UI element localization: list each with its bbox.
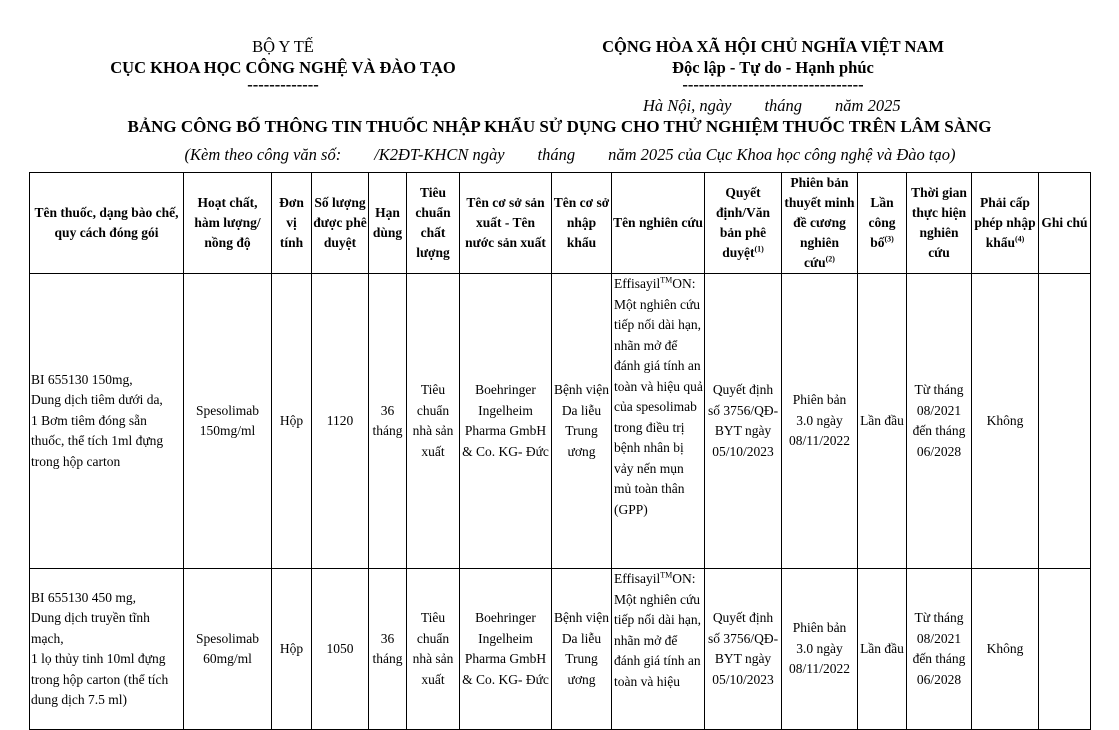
cell-note (1039, 569, 1091, 730)
cell-note (1039, 274, 1091, 569)
page-title: BẢNG CÔNG BỐ THÔNG TIN THUỐC NHẬP KHẨU SỬ DỤNG CHO THỬ NGHIỆM THUỐC TRÊN LÂM SÀNG (127, 117, 992, 136)
table-row (30, 274, 1091, 569)
cell-protocol-version: Phiên bản 3.0 ngày 08/11/2022 (782, 274, 858, 569)
col-importer: Tên cơ sở nhập khẩu (552, 173, 612, 274)
col-protocol-version: Phiên bản thuyết minh đề cương nghiên cứu$^{(2)}$ (782, 173, 858, 274)
page-subtitle: (Kèm theo công văn số: /K2ĐT-KHCN ngày tháng năm 2025 của Cục Khoa học công nghệ và Đào tạo) (184, 145, 956, 164)
cell-active-ingredient: Spesolimab 60mg/ml (184, 569, 272, 730)
cell-active-ingredient: Spesolimab 150mg/ml (184, 274, 272, 569)
col-study-duration: Thời gian thực hiện nghiên cứu (907, 173, 972, 274)
cell-announcement: Lần đầu (858, 569, 907, 730)
place-date: Hà Nội, ngày tháng năm 2025 (643, 96, 901, 115)
issuer-block (80, 36, 486, 92)
cell-quantity: 1050 (312, 569, 369, 730)
cell-quantity: 1120 (312, 274, 369, 569)
cell-drug-name: BI 655130 150mg, Dung dịch tiêm dưới da, 1 Bơm tiêm đóng sẵn thuốc, thể tích 1ml đựng trong hộp carton (30, 274, 184, 569)
col-unit: Đơn vị tính (272, 173, 312, 274)
cell-expiry: 36 tháng (369, 569, 407, 730)
cell-manufacturer: Boehringer Ingelheim Pharma GmbH & Co. KG- Đức (460, 274, 552, 569)
cell-import-permit: Không (972, 569, 1039, 730)
col-import-permit: Phải cấp phép nhập khẩu$^{(4)}$ (972, 173, 1039, 274)
cell-quality-standard: Tiêu chuẩn nhà sản xuất (407, 274, 460, 569)
motto-divider: --------------------------------- (682, 75, 864, 94)
cell-importer: Bệnh viện Da liễu Trung ương (552, 569, 612, 730)
col-active-ingredient: Hoạt chất, hàm lượng/ nồng độ (184, 173, 272, 274)
cell-import-permit: Không (972, 274, 1039, 569)
table-header-row (30, 173, 1091, 274)
cell-decision: Quyết định số 3756/QĐ-BYT ngày 05/10/2023 (705, 274, 782, 569)
national-motto: Độc lập - Tự do - Hạnh phúc (672, 58, 874, 77)
cell-protocol-version: Phiên bản 3.0 ngày 08/11/2022 (782, 569, 858, 730)
col-study-name: Tên nghiên cứu (612, 173, 705, 274)
cell-unit: Hộp (272, 274, 312, 569)
col-manufacturer: Tên cơ sở sản xuất - Tên nước sản xuất (460, 173, 552, 274)
cell-drug-name: BI 655130 450 mg, Dung dịch truyền tĩnh mạch, 1 lọ thủy tinh 10ml đựng trong hộp carton (thể tích dung dịch 7.5 ml) (30, 569, 184, 730)
cell-decision: Quyết định số 3756/QĐ-BYT ngày 05/10/2023 (705, 569, 782, 730)
col-quantity: Số lượng được phê duyệt (312, 173, 369, 274)
cell-study-duration: Từ tháng 08/2021 đến tháng 06/2028 (907, 274, 972, 569)
cell-manufacturer: Boehringer Ingelheim Pharma GmbH & Co. KG- Đức (460, 569, 552, 730)
cell-study-name: Effisayil™ON: Một nghiên cứu tiếp nối dài hạn, nhãn mở để đánh giá tính an toàn và hiệu (612, 569, 705, 730)
table-row (30, 569, 1091, 730)
cell-quality-standard: Tiêu chuẩn nhà sản xuất (407, 569, 460, 730)
cell-unit: Hộp (272, 569, 312, 730)
agency-name: CỤC KHOA HỌC CÔNG NGHỆ VÀ ĐÀO TẠO (110, 58, 456, 77)
col-announcement: Lần công bố$^{(3)}$ (858, 173, 907, 274)
cell-importer: Bệnh viện Da liễu Trung ương (552, 274, 612, 569)
issuer-divider: ------------- (247, 75, 319, 94)
col-expiry: Hạn dùng (369, 173, 407, 274)
drug-table (29, 172, 1091, 730)
national-header (556, 36, 990, 92)
cell-expiry: 36 tháng (369, 274, 407, 569)
cell-announcement: Lần đầu (858, 274, 907, 569)
col-decision: Quyết định/Văn bản phê duyệt$^{(1)}$ (705, 173, 782, 274)
cell-study-name: Effisayil™ON: Một nghiên cứu tiếp nối dài hạn, nhãn mở để đánh giá tính an toàn và hiệu quả của spesolimab trong điều trị bệnh nhân bị vảy nến mụn mủ toàn thân (GPP) (612, 274, 705, 569)
col-quality-standard: Tiêu chuẩn chất lượng (407, 173, 460, 274)
nation-name: CỘNG HÒA XÃ HỘI CHỦ NGHĨA VIỆT NAM (602, 37, 944, 56)
col-drug-name: Tên thuốc, dạng bào chế, quy cách đóng gói (30, 173, 184, 274)
col-note: Ghi chú (1039, 173, 1091, 274)
cell-study-duration: Từ tháng 08/2021 đến tháng 06/2028 (907, 569, 972, 730)
ministry-name: BỘ Y TẾ (252, 37, 314, 56)
